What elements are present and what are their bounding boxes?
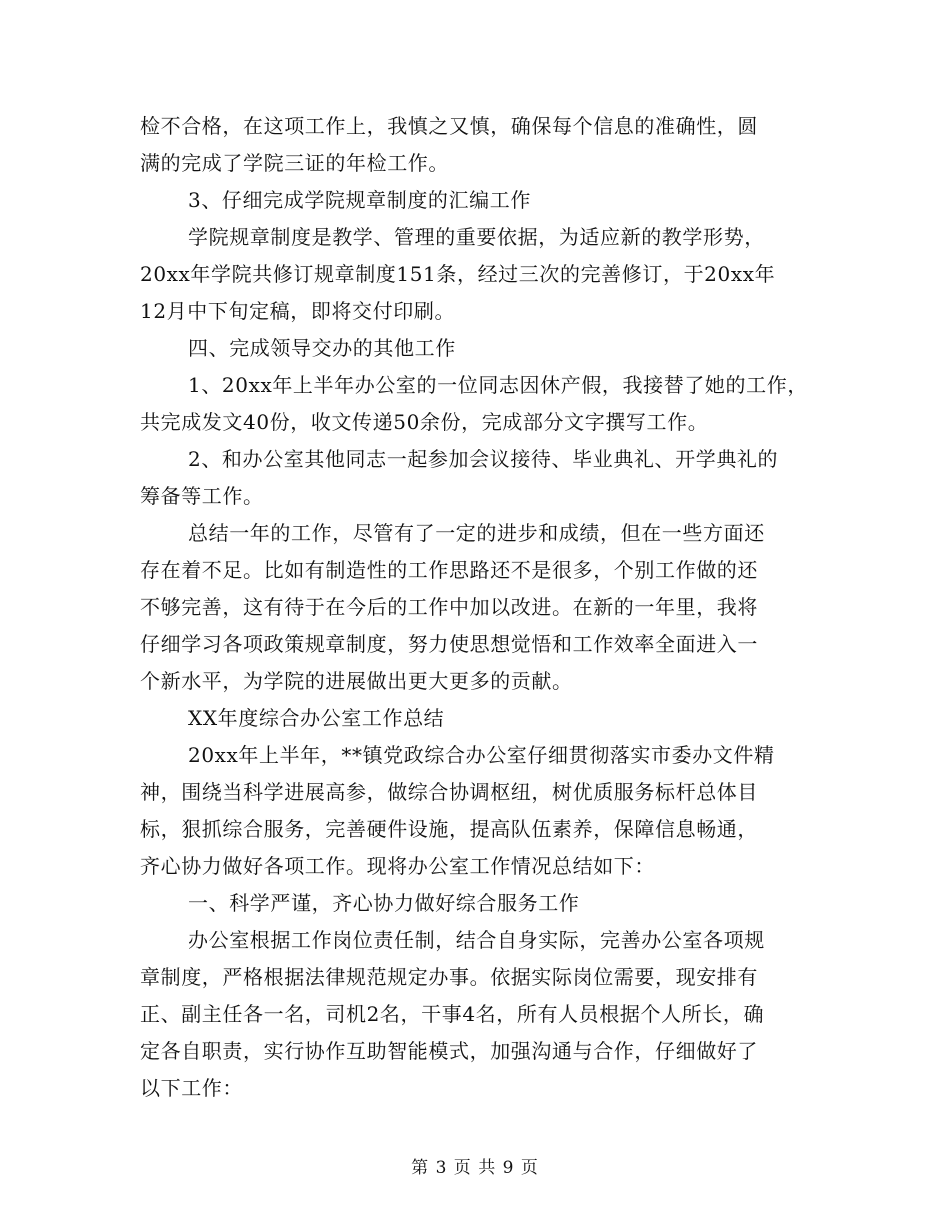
body-text-line: 总结一年的工作，尽管有了一定的进步和成绩，但在一些方面还 — [188, 521, 765, 545]
body-text-line: 不够完善，这有待于在今后的工作中加以改进。在新的一年里，我将 — [140, 595, 758, 619]
section-heading: 一、科学严谨，齐心协力做好综合服务工作 — [188, 891, 580, 915]
body-text-line: 章制度，严格根据法律规范规定办事。依据实际岗位需要，现安排有 — [140, 965, 758, 989]
body-text-line: 定各自职责，实行协作互助智能模式，加强沟通与合作，仔细做好了 — [140, 1039, 758, 1063]
body-text-line: 20xx年上半年，**镇党政综合办公室仔细贯彻落实市委办文件精 — [188, 743, 775, 767]
document-title: XX年度综合办公室工作总结 — [188, 706, 445, 730]
body-text-line: 仔细学习各项政策规章制度，努力使思想觉悟和工作效率全面进入一 — [140, 632, 758, 656]
body-text-line: 正、副主任各一名，司机2名，干事4名，所有人员根据个人所长，确 — [140, 1002, 765, 1026]
body-text-line: 20xx年学院共修订规章制度151条，经过三次的完善修订，于20xx年 — [140, 262, 776, 286]
section-heading: 四、完成领导交办的其他工作 — [188, 336, 456, 360]
section-heading: 3、仔细完成学院规章制度的汇编工作 — [188, 188, 531, 212]
body-text-line: 12月中下旬定稿，即将交付印刷。 — [140, 299, 456, 323]
body-text-line: 共完成发文40份，收文传递50余份，完成部分文字撰写工作。 — [140, 410, 709, 434]
body-text-line: 筹备等工作。 — [140, 484, 264, 508]
body-text-line: 标，狠抓综合服务，完善硬件设施，提高队伍素养，保障信息畅通， — [140, 817, 758, 841]
body-text-line: 检不合格，在这项工作上，我慎之又慎，确保每个信息的准确性，圆 — [140, 114, 758, 138]
body-text-line: 满的完成了学院三证的年检工作。 — [140, 151, 449, 175]
page-number-footer: 第 3 页 共 9 页 — [411, 1158, 539, 1178]
body-text-line: 个新水平，为学院的进展做出更大更多的贡献。 — [140, 669, 573, 693]
body-text-line: 齐心协力做好各项工作。现将办公室工作情况总结如下： — [140, 854, 655, 878]
body-text-line: 办公室根据工作岗位责任制，结合自身实际，完善办公室各项规 — [188, 928, 765, 952]
body-text-line: 存在着不足。比如有制造性的工作思路还不是很多，个别工作做的还 — [140, 558, 758, 582]
body-text-line: 学院规章制度是教学、管理的重要依据，为适应新的教学形势， — [188, 225, 765, 249]
body-text-line: 2、和办公室其他同志一起参加会议接待、毕业典礼、开学典礼的 — [188, 447, 779, 471]
body-text-line: 1、20xx年上半年办公室的一位同志因休产假，我接替了她的工作， — [188, 373, 808, 397]
body-text-line: 神，围绕当科学进展高参，做综合协调枢纽，树优质服务标杆总体目 — [140, 780, 758, 804]
body-text-line: 以下工作： — [140, 1076, 243, 1100]
